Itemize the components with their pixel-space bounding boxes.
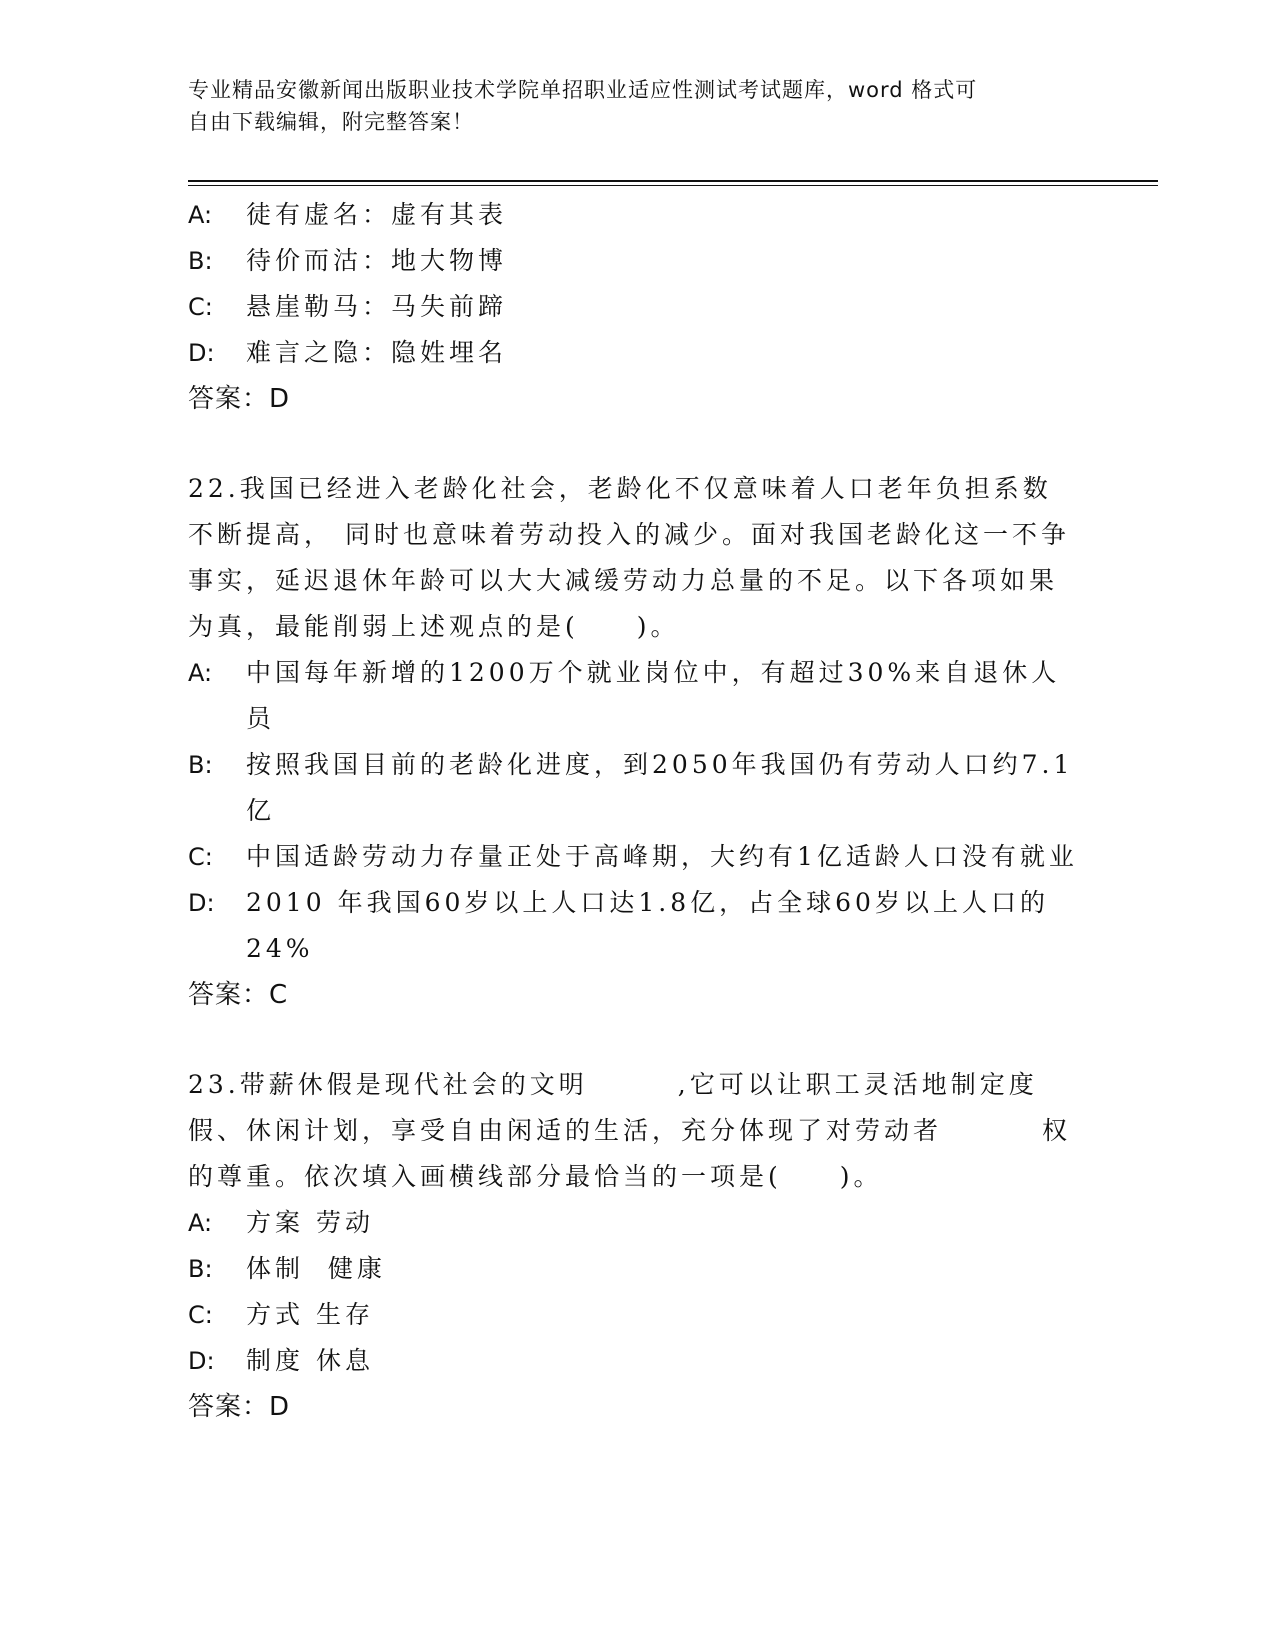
question-stem-part-2: ,它可以让职工灵活地制定度假、休闲计划，享受自由闲适的生活，充分体现了对劳动者	[188, 1070, 1038, 1145]
option-d	[188, 330, 1078, 376]
option-text: 按照我国目前的老龄化进度，到2050年我国仍有劳动人口约7.1亿	[246, 750, 1074, 825]
option-letter: B:	[188, 247, 213, 275]
option-letter: A:	[188, 1209, 213, 1237]
option-text: 体制 健康	[246, 1254, 386, 1283]
question-21	[188, 192, 1078, 422]
option-text: 中国每年新增的1200万个就业岗位中，有超过30%来自退休人员	[246, 658, 1061, 733]
option-letter: A:	[188, 201, 213, 229]
option-text: 中国适龄劳动力存量正处于高峰期，大约有1亿适龄人口没有就业	[246, 842, 1078, 871]
option-letter: C:	[188, 843, 213, 871]
spacer	[188, 422, 1078, 466]
option-letter: C:	[188, 293, 213, 321]
option-b	[188, 238, 1078, 284]
header-line-2: 自由下载编辑，附完整答案！	[188, 110, 474, 134]
question-stem: 22.我国已经进入老龄化社会，老龄化不仅意味着人口老年负担系数不断提高， 同时也意味着劳动投入的减少。面对我国老龄化这一不争事实，延迟退休年龄可以大大减缓劳动力总量的不足。以下各项如果为真，最能削弱上述观点的是( )。	[188, 474, 1070, 641]
question-23	[188, 1062, 1078, 1430]
question-stem-part-1: 23.带薪休假是现代社会的文明	[188, 1070, 588, 1099]
answer-line: 答案：D	[188, 1392, 291, 1422]
option-letter: D:	[188, 339, 215, 367]
option-c	[188, 1292, 1078, 1338]
question-stem	[188, 1062, 1078, 1200]
option-b	[188, 742, 1078, 834]
header-rule-thin	[188, 185, 1158, 186]
document-content	[188, 192, 1078, 1430]
option-letter: B:	[188, 1255, 213, 1283]
option-text: 2010 年我国60岁以上人口达1.8亿，占全球60岁以上人口的24%	[246, 888, 1049, 963]
option-d	[188, 880, 1078, 972]
option-c	[188, 284, 1078, 330]
option-text: 方式 生存	[246, 1300, 374, 1329]
page-header	[188, 74, 1088, 138]
option-text: 难言之隐：隐姓埋名	[246, 338, 508, 367]
option-letter: D:	[188, 889, 215, 917]
option-text: 制度 休息	[246, 1346, 374, 1375]
option-a	[188, 1200, 1078, 1246]
option-letter: B:	[188, 751, 213, 779]
option-text: 待价而沽：地大物博	[246, 246, 508, 275]
option-c	[188, 834, 1078, 880]
option-letter: C:	[188, 1301, 213, 1329]
option-a	[188, 192, 1078, 238]
question-stem-part-3: 权的尊重。依次填入画横线部分最恰当的一项是( )。	[188, 1116, 1072, 1191]
option-letter: D:	[188, 1347, 215, 1375]
option-b	[188, 1246, 1078, 1292]
option-a	[188, 650, 1078, 742]
option-text: 徒有虚名：虚有其表	[246, 200, 508, 229]
option-text: 悬崖勒马：马失前蹄	[246, 292, 508, 321]
answer-line: 答案：C	[188, 980, 289, 1010]
header-line-1: 专业精品安徽新闻出版职业技术学院单招职业适应性测试考试题库，word 格式可	[188, 78, 978, 102]
option-letter: A:	[188, 659, 213, 687]
option-d	[188, 1338, 1078, 1384]
answer-line: 答案：D	[188, 384, 291, 414]
spacer	[188, 1018, 1078, 1062]
option-text: 方案 劳动	[246, 1208, 374, 1237]
header-rule-thick	[188, 180, 1158, 182]
question-22	[188, 466, 1078, 1018]
